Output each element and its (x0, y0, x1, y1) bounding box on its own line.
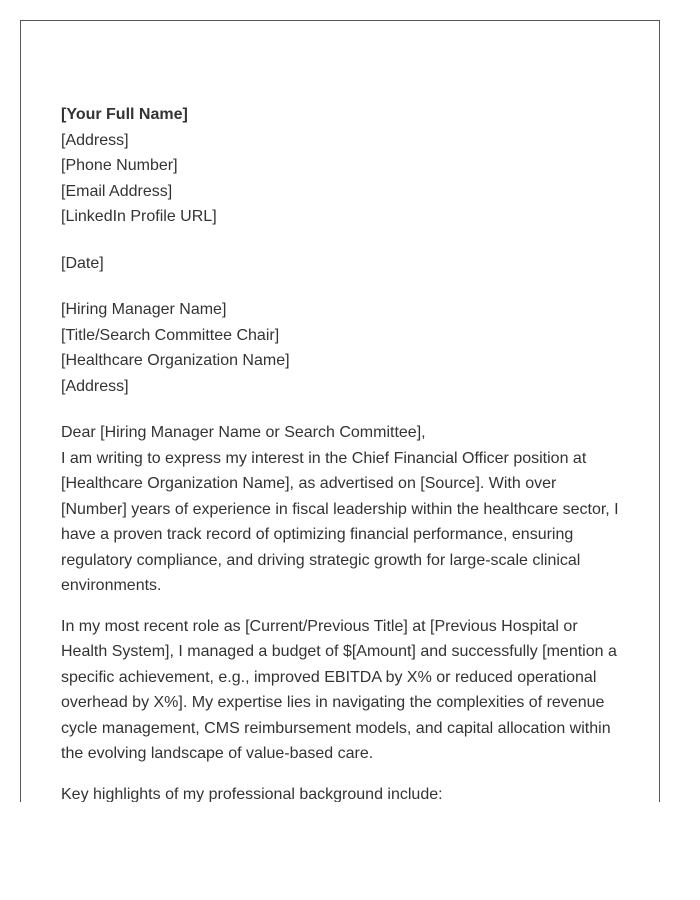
recipient-organization: [Healthcare Organization Name] (61, 352, 290, 369)
recipient-name: [Hiring Manager Name] (61, 301, 227, 318)
body-paragraph-2: In my most recent role as [Current/Previous Title] at [Previous Hospital or Health System], I managed a budget of $[Amount] and successfully [mention a specific achievement, e.g., improved EBITDA by X% or reduced operational overhead by X%]. My expertise lies in navigating the complexities of revenue cycle management, CMS reimbursement models, and capital allocation within the evolving landscape of value-based care. (61, 617, 617, 762)
recipient-address: [Address] (61, 377, 129, 395)
date-block (61, 251, 626, 277)
recipient-block (61, 297, 626, 399)
sender-email: [Email Address] (61, 182, 173, 200)
sender-address: [Address] (61, 131, 129, 149)
salutation: Dear [Hiring Manager Name or Search Committee], (61, 424, 426, 441)
body-paragraph-3: Key highlights of my professional background include: (61, 785, 443, 802)
letter-date: [Date] (61, 254, 104, 272)
sender-name: [Your Full Name] (61, 106, 188, 123)
sender-phone: [Phone Number] (61, 157, 178, 174)
sender-linkedin: [LinkedIn Profile URL] (61, 208, 217, 225)
letter-body (61, 420, 626, 802)
body-paragraph-1: I am writing to express my interest in the Chief Financial Officer position at [Healthcare Organization Name], as advertised on [Source]. With over [Number] years of experience in fiscal leadership within the healthcare sector, I have a proven track record of optimizing financial performance, ensuring regulatory compliance, and driving strategic growth for large-scale clinical environments. (61, 449, 619, 594)
letter-content (61, 102, 626, 802)
recipient-title: [Title/Search Committee Chair] (61, 326, 280, 344)
letter-page (20, 20, 660, 802)
sender-block (61, 102, 626, 230)
